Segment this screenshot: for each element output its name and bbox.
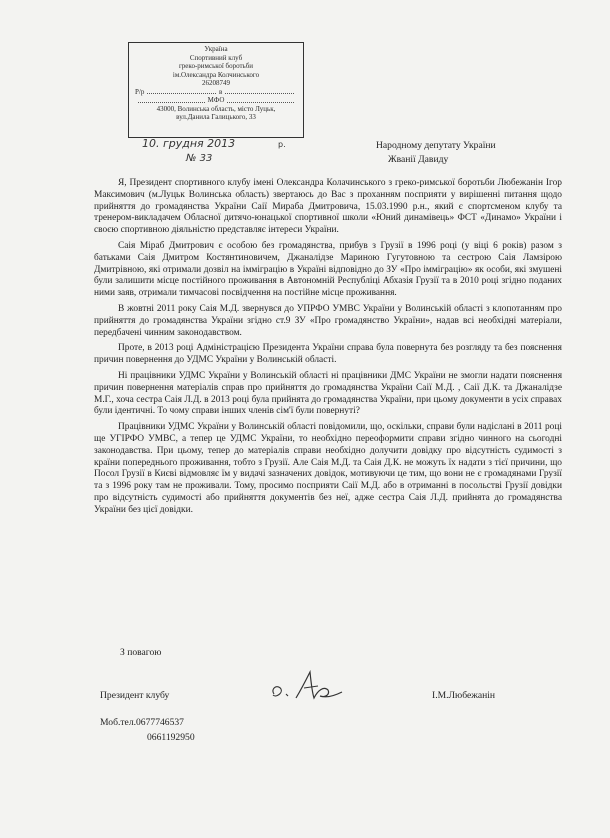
stamp-account-row	[129, 88, 303, 97]
stamp-no-label: в	[219, 87, 223, 96]
phone-2: 0661192950	[147, 732, 195, 743]
addressee-block	[376, 139, 496, 167]
letter-body	[94, 178, 562, 521]
position: Президент клубу	[100, 690, 170, 701]
paragraph-2: Саія Міраб Дмитрович є особою без громадянства, прибув з Грузії в 1996 році (у віці 6 років) разом з батьками Саія Дмитром Костянтиновичем, Джаналідзе Мариною Гугутовною та сестрою Саія Ламзірою Дмитрівною, які отримали дозвіл на імміграцію в Україні відповідно до ЗУ «Про імміграцію» як особи, які змушені були залишити місце постійного проживання в Автономній Республіці Абхазія Грузії та в 2010 році згідно поданих ними заяв, отримали тимчасові посвідчення на постійне місце проживання.	[94, 240, 562, 299]
signatory-name: І.М.Любежанін	[432, 690, 496, 701]
organization-stamp	[128, 42, 304, 138]
handwritten-date: 10. грудня 2013	[142, 137, 236, 150]
stamp-account-label: Р/р	[135, 87, 145, 96]
paragraph-5: Ні працівники УДМС України у Волинській області ні працівники ДМС України не змогли надати пояснення причин повернення матеріалів справ про прийняття до громадянства України Саії М.Д. , Саії Д.К. та Джаналідзе М.Г., хоча сестра Саія Л.Д. в 2013 році була прийнята до громадянства України, при цьому документи в усіх справах були ідентичні. То чому справи інших членів сім'ї були повернуті?	[94, 370, 562, 417]
paragraph-4: Проте, в 2013 році Адміністрацією Президента України справа була повернута без розгляду та без пояснення причин повернення до УДМС України у Волинській області.	[94, 343, 562, 366]
stamp-line-sport: греко-римської боротьби	[178, 62, 254, 70]
stamp-mfo-label: МФО	[207, 96, 225, 104]
addressee-line-2: Жванії Давиду	[388, 154, 449, 165]
addressee-line-1: Народному депутату України	[376, 140, 496, 151]
stamp-line-code: 26208749	[202, 79, 230, 87]
stamp-address-1: 43000, Волинська область, місто Луцьк,	[156, 104, 276, 113]
paragraph-6: Працівники УДМС України у Волинській області повідомили, що, оскільки, справи були надіслані в 2011 році ще УГІРФО УМВС, а тепер це УДМС України, то необхідно переоформити справи згідно чинного на сьогодні законодавства. При цьому, тепер до матеріалів справи необхідно долучити довідку про відсутність судимості з країни попереднього проживання, тобто з Грузії. Але Саія М.Д. та Саія Д.К. не можуть їх надати з тієї причини, що Посол Грузії в Києві відмовляє їм у видачі зазначених довідок, мотивуючи це тим, що вони не є громадянами Грузії та з 1996 року там не проживали. Тому, просимо посприяти Саії М.Д. або в отриманні в посольстві Грузії довідки про відсутність судимості або прийняття документів без неї, адже сестра Саія Л.Д. прийнята до громадянства України без цієї довідки.	[94, 422, 562, 515]
stamp-line-name: ім.Олександра Колчинського	[172, 70, 260, 79]
stamp-line-club: Спортивний клуб	[189, 53, 243, 62]
handwritten-number: № 33	[186, 153, 213, 164]
stamp-address-2: вул.Данила Галицького, 33	[176, 113, 256, 121]
stamp-line-country: Україна	[204, 45, 228, 53]
paragraph-1: Я, Президент спортивного клубу імені Олександра Колачинського з греко-римської боротьби Любежанін Ігор Максимович (м.Луцьк Волинська область) звертаюсь до Вас з проханням посприяти у вирішенні питання щодо прийняття до громадянства України Саії Мираба Дмитровича, 15.03.1990 р.н., який є спортсменом клубу та тренером-викладачем Обласної дитячо-юнацької спортивної школи «Юний динамівець» ФСТ «Динамо» України і своєю спортивною діяльністю представляє інтереси України.	[94, 178, 562, 236]
phone-1: Моб.тел.0677746537	[100, 717, 184, 728]
paragraph-3: В жовтні 2011 року Саія М.Д. звернувся до УПРФО УМВС України у Волинській області з клопотанням про прийняття до громадянства України згідно ст.9 ЗУ «Про громадянство України», надав всі необхідні матеріали, передбачені чинним законодавством.	[94, 303, 562, 338]
date-year-suffix: р.	[278, 140, 286, 149]
closing: З повагою	[120, 647, 162, 658]
signature	[268, 668, 348, 716]
stamp-mfo-row	[129, 96, 303, 105]
